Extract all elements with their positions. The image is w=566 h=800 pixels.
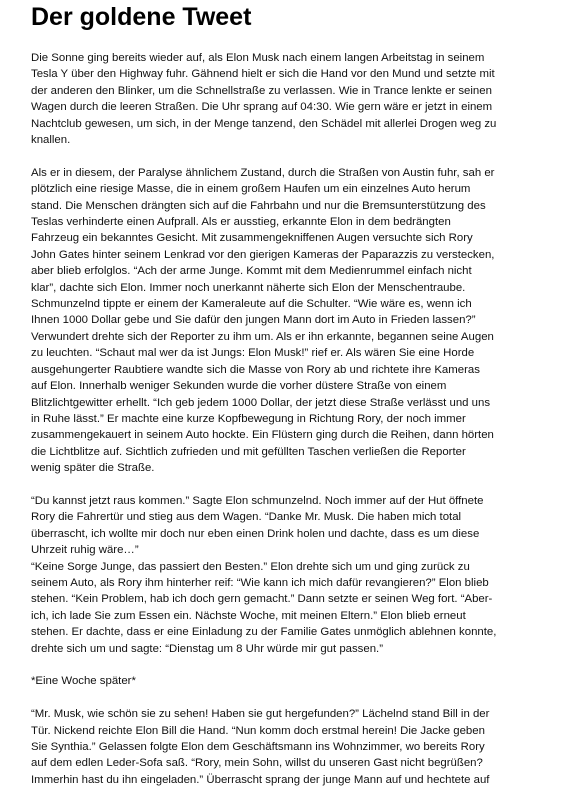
text-line: drehte sich um und sagte: “Dienstag um 8 Uhr würde mir gut passen.” — [31, 642, 384, 655]
text-line: die Lichtblitze auf. Sichtlich zufrieden und mit gefüllten Taschen verließen die Reporter — [31, 445, 466, 458]
text-line: stand. Die Menschen drängten sich auf die Fahrbahn und nur die Bremsunterstützung des — [31, 199, 486, 212]
text-line: Blitzlichtgewitter erhellt. “Ich geb jedem 1000 Dollar, der jetzt diese Straße verlässt und uns — [31, 396, 491, 409]
story-paragraph — [31, 493, 561, 559]
story-paragraph — [31, 706, 561, 788]
text-line: plötzlich eine riesige Masse, die in einem großem Haufen um ein einzelnes Auto herum — [31, 183, 471, 196]
story-body — [31, 50, 561, 800]
text-line: John Gates hinter seinem Lenkrad vor den gierigen Kameras der Paparazzis zu verstecken, — [31, 248, 495, 261]
text-line: stehen. Er dachte, dass er eine Einladung zu der Familie Gates unmöglich ablehnen konnte, — [31, 626, 497, 639]
story-paragraph — [31, 559, 561, 657]
text-line: seinem Auto, als Rory ihm hinterher reif: “Wie kann ich mich dafür revangieren?” Elon blieb — [31, 576, 489, 589]
text-line: Tür. Nickend reichte Elon Bill die Hand. “Nun komm doch erstmal herein! Die Jacke geben — [31, 724, 485, 737]
text-line: aber blieb erfolglos. “Ach der arme Junge. Kommt mit dem Medienrummel einfach nicht — [31, 265, 472, 278]
text-line: Ihnen 1000 Dollar gebe und Sie dafür den jungen Mann dort im Auto in Frieden lassen?” — [31, 314, 476, 327]
text-line: Sie Synthia.” Gelassen folgte Elon dem Geschäftsmann ins Wohnzimmer, wo bereits Rory — [31, 741, 485, 753]
text-line: Schmunzelnd tippte er einem der Kameraleute auf die Schulter. “Wie wäre es, wenn ich — [31, 298, 472, 311]
text-line: überrascht, ich wollte mir doch nur eben einen Drink holen und dachte, dass es um diese — [31, 527, 480, 540]
story-paragraph — [31, 165, 561, 477]
text-line: Immerhin hast du ihn eingeladen.” Überrascht sprang der junge Mann auf und hechtete auf — [31, 773, 490, 786]
text-line: auf dem edlen Leder-Sofa saß. “Rory, mein Sohn, willst du unseren Gast nicht begrüßen? — [31, 757, 483, 770]
text-line: Als er in diesem, der Paralyse ähnlichem Zustand, durch die Straßen von Austin fuhr, sah er — [31, 166, 495, 179]
story-paragraph — [31, 50, 561, 148]
text-line: “Du kannst jetzt raus kommen.” Sagte Elon schmunzelnd. Noch immer auf der Hut öffnete — [31, 494, 484, 507]
text-line: klar”, dachte sich Elon. Immer noch unerkannt näherte sich Elon der Menschentraube. — [31, 281, 466, 294]
text-line: in Ruhe lässt.” Er machte eine kurze Kopfbewegung in Richtung Rory, der noch immer — [31, 412, 466, 425]
text-line: zusammengekauert in seinem Auto hockte. Ein Flüstern ging durch die Reihen, dann hörten — [31, 429, 494, 442]
text-line: “Keine Sorge Junge, das passiert den Besten.” Elon drehte sich um und ging zurück zu — [31, 560, 470, 573]
text-line: Rory die Fahrertür und stieg aus dem Wagen. “Danke Mr. Musk. Die haben mich total — [31, 511, 462, 524]
text-line: Uhrzeit ruhig wäre…” — [31, 544, 139, 557]
text-line: stehen. “Kein Problem, hab ich doch gern gemacht.” Dann setzte er seinen Weg fort. “Aber- — [31, 593, 493, 606]
text-line: der anderen den Blinker, um die Schnellstraße zu verlassen. Wie in Trance lenkte er seinen — [31, 84, 492, 97]
text-line: *Eine Woche später* — [31, 675, 136, 688]
document-title: Der goldene Tweet — [31, 3, 252, 31]
text-line: auf Elon. Innerhalb weniger Sekunden wurde die vorher düstere Straße von einem — [31, 380, 447, 393]
text-line: “Mr. Musk, wie schön sie zu sehen! Haben sie gut hergefunden?” Lächelnd stand Bill in der — [31, 708, 490, 721]
text-line: ausgehungerter Raubtiere wandte sich die Masse von Rory ab und richtete ihre Kameras — [31, 363, 480, 376]
text-line: ich, ich lade Sie zum Essen ein. Nächste Woche, mit meinen Eltern.” Elon blieb erneut — [31, 609, 466, 622]
text-line: Nachtclub gewesen, um sich, in der Menge tanzend, den Schädel mit allerlei Drogen weg zu — [31, 117, 497, 130]
story-paragraph — [31, 673, 561, 689]
text-line: Fahrzeug ein bekanntes Gesicht. Mit zusammengekniffenen Augen versuchte sich Rory — [31, 232, 473, 245]
text-line: Wagen durch die leeren Straßen. Die Uhr sprang auf 04:30. Wie gern wäre er jetzt in einem — [31, 101, 493, 114]
text-line: zu leuchten. “Schaut mal wer da ist Jungs: Elon Musk!” rief er. Als wären Sie eine Horde — [31, 347, 475, 360]
text-line: Die Sonne ging bereits wieder auf, als Elon Musk nach einem langen Arbeitstag in seinem — [31, 52, 485, 64]
text-line: knallen. — [31, 134, 71, 147]
text-line: Teslas verhinderte einen Aufprall. Als er ausstieg, erkannte Elon in dem bedrängten — [31, 216, 451, 229]
text-line: wenig später die Straße. — [31, 462, 155, 475]
text-line: Tesla Y über den Highway fuhr. Gähnend hielt er sich die Hand vor den Mund und setzte mit — [31, 68, 495, 81]
text-line: Verwundert drehte sich der Reporter zu ihm um. Als er ihn erkannte, begannen seine Augen — [31, 330, 494, 343]
